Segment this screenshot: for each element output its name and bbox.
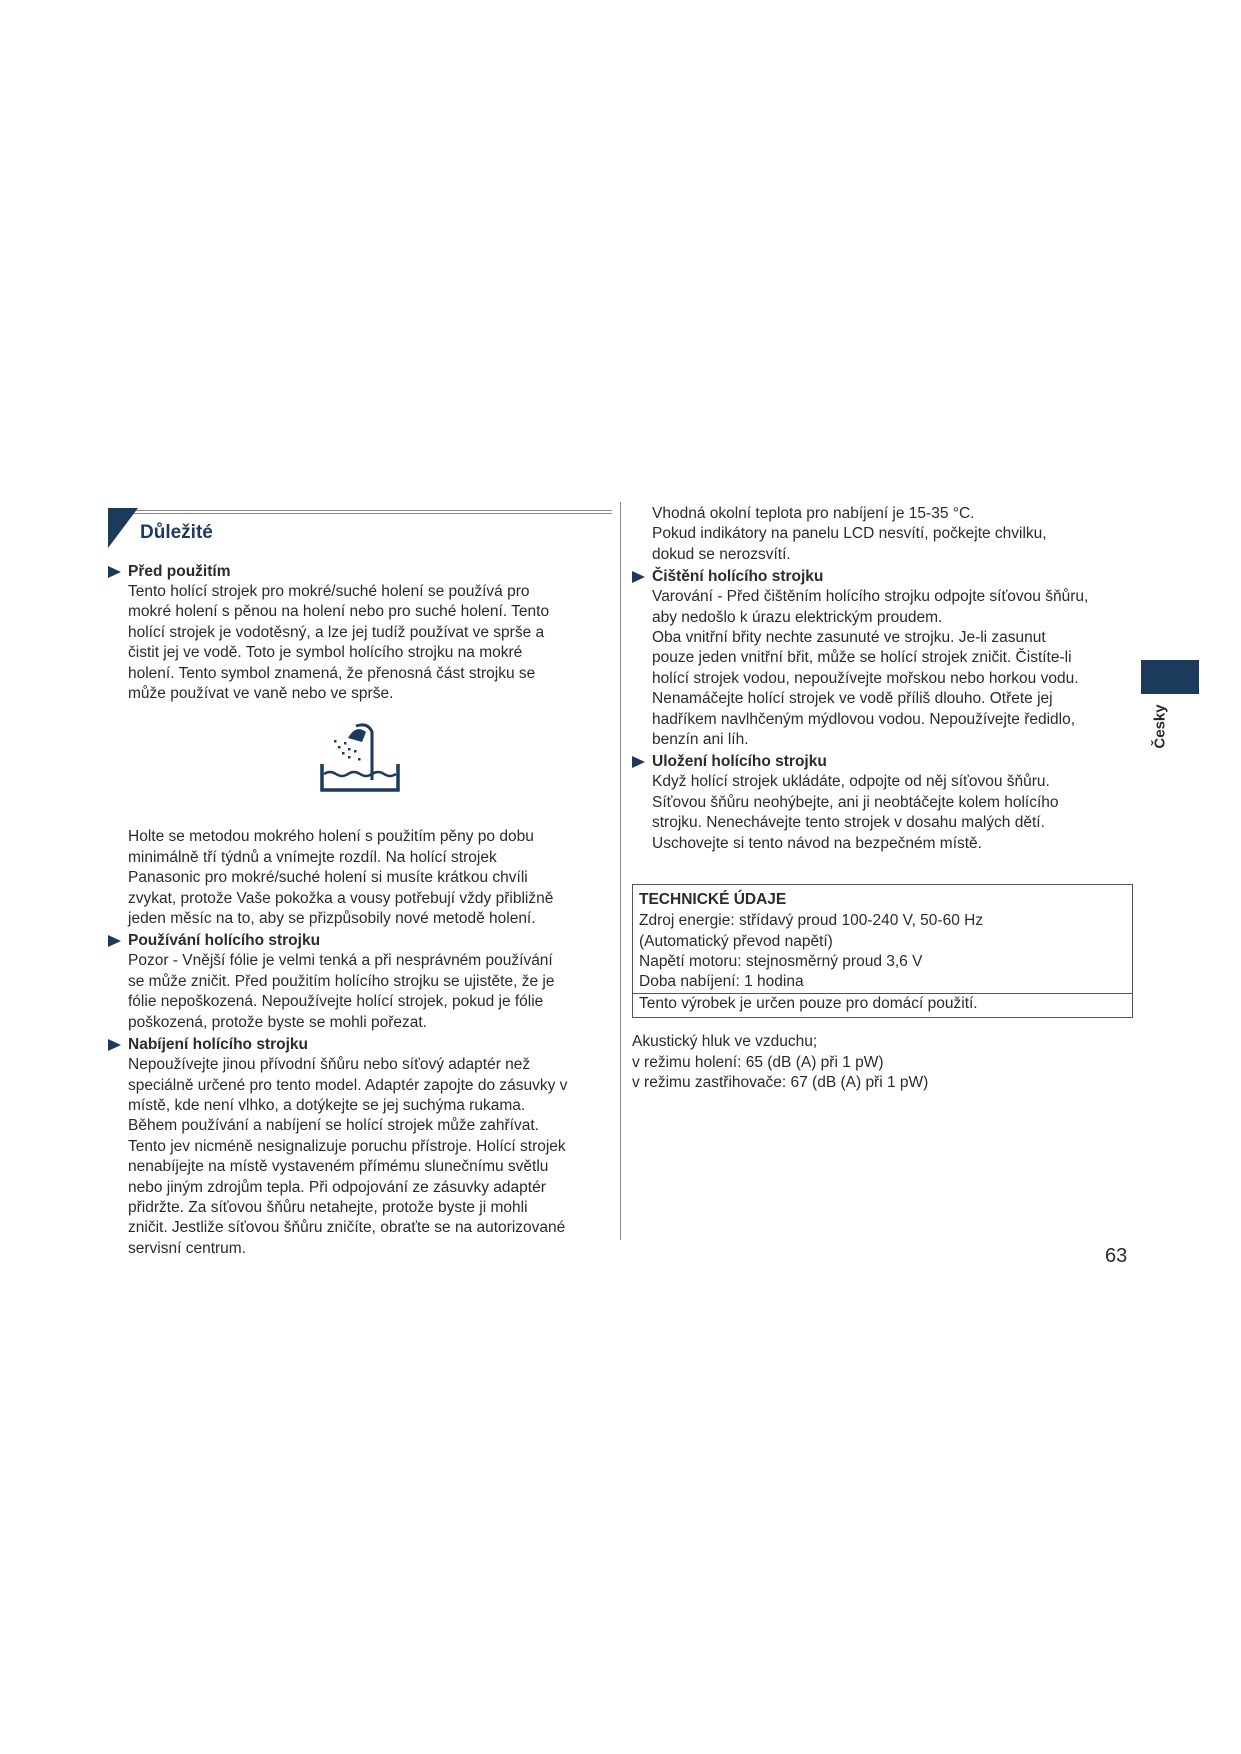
spec-usage: Tento výrobek je určen pouze pro domácí použití. <box>633 993 1132 1014</box>
section-title <box>108 931 612 951</box>
section-text: Pozor - Vnější fólie je velmi tenká a při nesprávném používání se může zničit. Před použitím holícího strojku se ujistěte, že je fólie nepoškozená. Nepoužívejte holící strojek, pokud je fólie poškozená, protože byste se mohli pořezat. <box>128 952 555 1031</box>
triangle-bullet-icon <box>632 756 645 768</box>
acoustic-noise-text: Akustický hluk ve vzduchu; v režimu holení: 65 (dB (A) při 1 pW) v režimu zastřihovače: 67 (dB (A) při 1 pW) <box>632 1033 929 1091</box>
section-title <box>108 1035 612 1055</box>
language-label-text: Česky <box>1151 704 1169 749</box>
section-storage <box>632 752 1137 854</box>
spec-motor: Napětí motoru: stejnosměrný proud 3,6 V <box>639 952 923 970</box>
specs-title: TECHNICKÉ ÚDAJE <box>639 891 787 909</box>
section-title <box>632 567 1137 587</box>
right-column <box>632 504 1137 1093</box>
important-title: Důležité <box>140 522 213 543</box>
section-before-use <box>108 562 612 704</box>
section-text: Nepoužívejte jinou přívodní šňůru nebo síťový adaptér než speciálně určené pro tento model. Adaptér zapojte do zásuvky v místě, kde není vlhko, a dotýkejte se jej suchýma rukama. Během používání a nabíjení se holící strojek může zahřívat. Tento jev nicméně nesignalizuje poruchu přístroje. Holící strojek nenabíjejte na místě vystaveném přímému slunečnímu světlu nebo jiným zdrojům tepla. Při odpojování ze zásuvky adaptér přidržte. Za síťovou šňůru netahejte, protože byste ji mohli zničit. Jestliže síťovou šňůru zničíte, obraťte se na autorizované servisní centrum. <box>128 1056 568 1257</box>
heading-rule <box>108 513 612 514</box>
charging-temperature-text: Vhodná okolní teplota pro nabíjení je 15-35 °C. Pokud indikátory na panelu LCD nesvítí, počkejte chvilku, dokud se nerozsvítí. <box>652 505 1047 563</box>
spec-power: Zdroj energie: střídavý proud 100-240 V, 50-60 Hz (Automatický převod napětí) <box>639 912 984 950</box>
section-text: Varování - Před čištěním holícího strojku odpojte síťovou šňůru, aby nedošlo k úrazu elektrickým proudem. Oba vnitřní břity nechte zasunuté ve strojku. Je-li zasunut pouze jeden vnitřní břit, může se holící strojek zničit. Čistíte-li holící strojek vodou, nepoužívejte mořskou nebo horkou vodu. Nenamáčejte holící strojek ve vodě příliš dlouho. Otřete jej hadříkem navlhčeným mýdlovou vodou. Nepoužívejte ředidlo, benzín ani líh. <box>652 588 1089 749</box>
section-title <box>632 752 1137 772</box>
section-title-text: Před použitím <box>128 563 231 580</box>
section-text: Když holící strojek ukládáte, odpojte od něj síťovou šňůru. Síťovou šňůru neohýbejte, ani ji neobtáčejte kolem holícího strojku. Nenechávejte tento strojek v dosahu malých dětí. Uschovejte si tento návod na bezpečném místě. <box>652 773 1059 852</box>
section-title-text: Uložení holícího strojku <box>652 753 827 771</box>
triangle-bullet-icon <box>108 1039 121 1051</box>
language-label <box>1146 700 1176 760</box>
column-divider <box>620 502 621 1240</box>
section-charging <box>108 1035 612 1259</box>
technical-specs-box <box>632 884 1133 1018</box>
page-number: 63 <box>1105 1245 1128 1267</box>
section-wet-shaving <box>108 827 612 929</box>
section-using-shaver <box>108 931 612 1033</box>
language-tab <box>1141 660 1199 694</box>
section-text: Tento holící strojek pro mokré/suché holení se používá pro mokré holení s pěnou na holení nebo pro suché holení. Tento holící strojek je vodotěsný, a lze jej tudíž používat ve sprše a čistit jej ve vodě. Toto je symbol holícího strojku na mokré holení. Tento symbol znamená, že přenosná část strojku se může používat ve vaně nebo ve sprše. <box>128 583 550 703</box>
shower-bath-icon <box>318 722 402 794</box>
section-text: Holte se metodou mokrého holení s použitím pěny po dobu minimálně tří týdnů a vnímejte rozdíl. Na holící strojek Panasonic pro mokré/suché holení si musíte krátkou chvíli zvykat, protože Vaše pokožka a vousy potřebují vždy přibližně jeden měsíc na to, aby se přizpůsobily nové metodě holení. <box>128 828 554 928</box>
section-cleaning <box>632 567 1137 750</box>
section-title-text: Používání holícího strojku <box>128 932 321 950</box>
triangle-bullet-icon <box>632 571 645 583</box>
triangle-bullet-icon <box>108 935 121 947</box>
important-heading <box>108 508 612 548</box>
spec-charge-time: Doba nabíjení: 1 hodina <box>639 973 804 991</box>
heading-corner-marker <box>108 508 138 548</box>
heading-rule <box>108 510 612 511</box>
section-title-text: Čištění holícího strojku <box>652 568 824 586</box>
left-column <box>108 508 612 1259</box>
section-title <box>108 562 612 582</box>
section-title-text: Nabíjení holícího strojku <box>128 1036 308 1054</box>
triangle-bullet-icon <box>108 566 121 578</box>
